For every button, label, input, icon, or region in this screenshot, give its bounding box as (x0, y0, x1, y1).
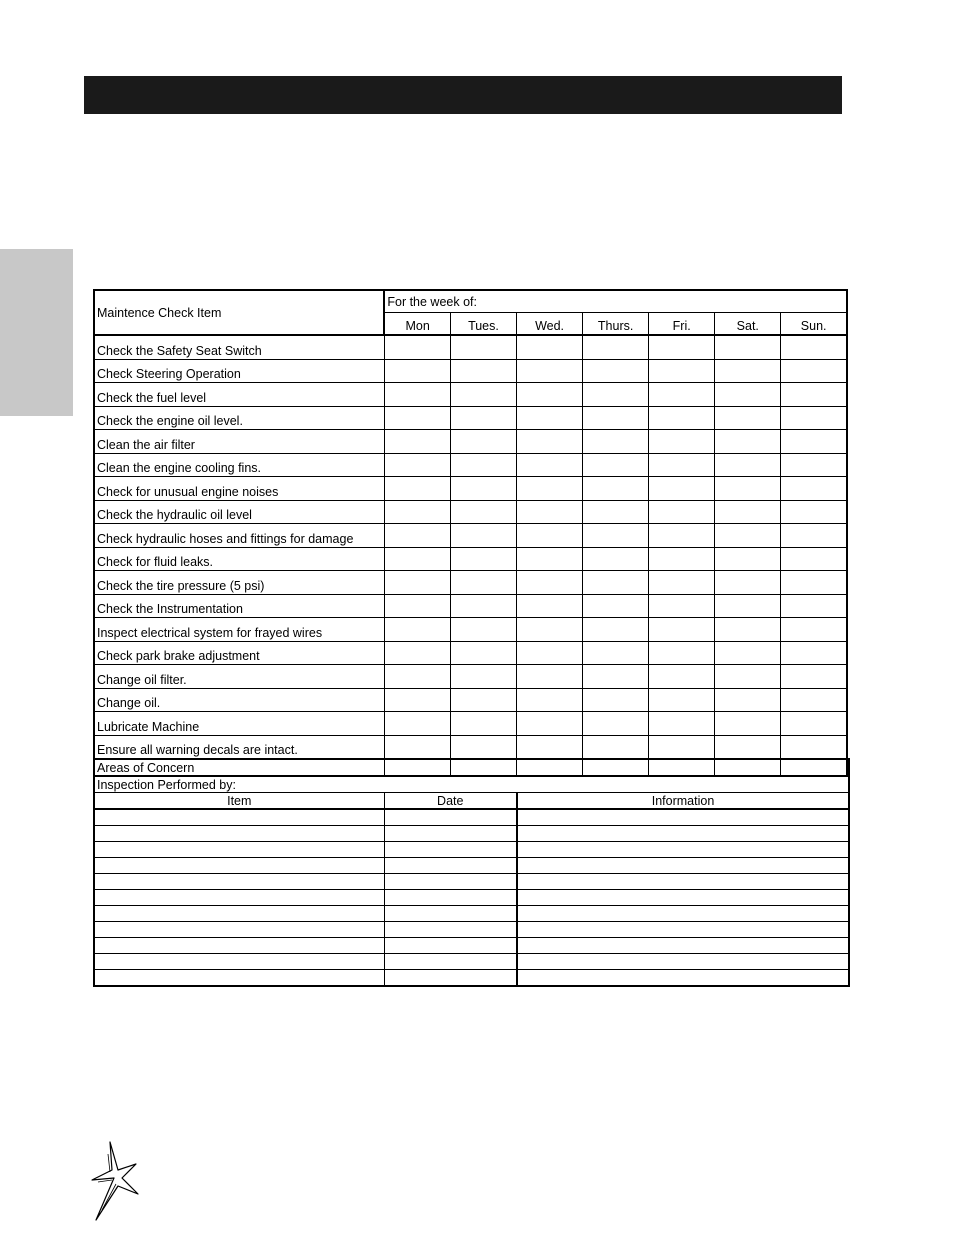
concern-item-cell[interactable] (94, 809, 384, 826)
day-header: Mon (384, 313, 450, 336)
day-check-cell[interactable] (781, 665, 847, 689)
inspection-performed-by-label: Inspection Performed by: (94, 776, 849, 793)
day-check-cell[interactable] (517, 383, 583, 407)
concern-date-cell[interactable] (384, 842, 517, 858)
day-check-cell[interactable] (781, 594, 847, 618)
day-check-cell[interactable] (583, 406, 649, 430)
day-check-cell[interactable] (450, 571, 516, 595)
check-item-label: Check the Safety Seat Switch (94, 335, 384, 359)
day-check-cell[interactable] (450, 383, 516, 407)
concern-row (94, 922, 849, 938)
day-header: Fri. (649, 313, 715, 336)
day-check-cell[interactable] (583, 335, 649, 359)
day-check-cell[interactable] (583, 500, 649, 524)
concern-date-cell[interactable] (384, 826, 517, 842)
concern-date-cell[interactable] (384, 906, 517, 922)
day-header: Tues. (450, 313, 516, 336)
concern-row (94, 874, 849, 890)
check-item-label: Check the tire pressure (5 psi) (94, 571, 384, 595)
day-check-cell[interactable] (715, 618, 781, 642)
item-column-header: Maintence Check Item (94, 290, 384, 335)
day-check-cell[interactable] (384, 430, 450, 454)
day-check-cell[interactable] (450, 547, 516, 571)
concern-item-cell[interactable] (94, 954, 384, 970)
day-check-cell[interactable] (781, 359, 847, 383)
day-check-cell[interactable] (715, 383, 781, 407)
concern-date-cell[interactable] (384, 858, 517, 874)
concern-information-cell[interactable] (517, 970, 849, 987)
concern-information-cell[interactable] (517, 858, 849, 874)
areas-of-concern-title: Areas of Concern (94, 759, 849, 776)
day-check-cell[interactable] (517, 665, 583, 689)
day-check-cell[interactable] (649, 406, 715, 430)
concern-information-cell[interactable] (517, 842, 849, 858)
checklist-row (94, 453, 847, 477)
day-check-cell[interactable] (715, 477, 781, 501)
concern-row (94, 890, 849, 906)
day-check-cell[interactable] (450, 359, 516, 383)
concern-row (94, 826, 849, 842)
section-header-bar (84, 76, 842, 114)
concern-date-cell[interactable] (384, 938, 517, 954)
checklist-row (94, 618, 847, 642)
day-check-cell[interactable] (450, 524, 516, 548)
day-check-cell[interactable] (517, 594, 583, 618)
checklist-row (94, 359, 847, 383)
day-check-cell[interactable] (517, 430, 583, 454)
day-check-cell[interactable] (715, 430, 781, 454)
checklist-row (94, 335, 847, 359)
concern-date-cell[interactable] (384, 809, 517, 826)
day-check-cell[interactable] (649, 500, 715, 524)
day-check-cell[interactable] (384, 547, 450, 571)
day-header: Wed. (517, 313, 583, 336)
day-check-cell[interactable] (517, 735, 583, 759)
day-check-cell[interactable] (583, 453, 649, 477)
check-item-label: Check for unusual engine noises (94, 477, 384, 501)
day-check-cell[interactable] (583, 524, 649, 548)
checklist-row (94, 500, 847, 524)
day-check-cell[interactable] (517, 712, 583, 736)
day-check-cell[interactable] (781, 571, 847, 595)
maintenance-checklist-table (93, 289, 848, 777)
day-check-cell[interactable] (384, 712, 450, 736)
concern-date-cell[interactable] (384, 874, 517, 890)
day-check-cell[interactable] (649, 688, 715, 712)
day-check-cell[interactable] (715, 335, 781, 359)
day-check-cell[interactable] (781, 383, 847, 407)
day-check-cell[interactable] (450, 453, 516, 477)
day-check-cell[interactable] (583, 571, 649, 595)
day-check-cell[interactable] (450, 641, 516, 665)
day-check-cell[interactable] (649, 571, 715, 595)
day-check-cell[interactable] (384, 359, 450, 383)
concern-information-cell[interactable] (517, 906, 849, 922)
checklist-row (94, 524, 847, 548)
day-check-cell[interactable] (715, 524, 781, 548)
concern-row (94, 970, 849, 987)
day-check-cell[interactable] (450, 594, 516, 618)
day-check-cell[interactable] (384, 383, 450, 407)
check-item-label: Check for fluid leaks. (94, 547, 384, 571)
check-item-label: Check the hydraulic oil level (94, 500, 384, 524)
day-check-cell[interactable] (517, 453, 583, 477)
day-check-cell[interactable] (781, 335, 847, 359)
day-check-cell[interactable] (649, 712, 715, 736)
day-check-cell[interactable] (450, 406, 516, 430)
day-check-cell[interactable] (781, 477, 847, 501)
day-check-cell[interactable] (583, 735, 649, 759)
concern-item-cell[interactable] (94, 922, 384, 938)
check-item-label: Check hydraulic hoses and fittings for damage (94, 524, 384, 548)
day-check-cell[interactable] (781, 500, 847, 524)
day-check-cell[interactable] (583, 641, 649, 665)
day-header: Sat. (715, 313, 781, 336)
day-check-cell[interactable] (715, 665, 781, 689)
concern-information-cell[interactable] (517, 890, 849, 906)
day-header: Sun. (781, 313, 847, 336)
day-check-cell[interactable] (781, 406, 847, 430)
areas-of-concern-table (93, 758, 850, 987)
check-item-label: Check Steering Operation (94, 359, 384, 383)
day-check-cell[interactable] (649, 735, 715, 759)
day-check-cell[interactable] (715, 453, 781, 477)
day-check-cell[interactable] (715, 712, 781, 736)
day-check-cell[interactable] (781, 712, 847, 736)
concern-row (94, 842, 849, 858)
day-check-cell[interactable] (517, 359, 583, 383)
day-check-cell[interactable] (583, 359, 649, 383)
concern-item-cell[interactable] (94, 858, 384, 874)
concern-item-cell[interactable] (94, 970, 384, 987)
day-check-cell[interactable] (649, 477, 715, 501)
day-check-cell[interactable] (649, 594, 715, 618)
day-check-cell[interactable] (715, 641, 781, 665)
day-check-cell[interactable] (384, 500, 450, 524)
checklist-row (94, 735, 847, 759)
day-check-cell[interactable] (384, 571, 450, 595)
day-check-cell[interactable] (583, 594, 649, 618)
day-check-cell[interactable] (450, 430, 516, 454)
day-check-cell[interactable] (715, 571, 781, 595)
concern-item-cell[interactable] (94, 874, 384, 890)
day-check-cell[interactable] (384, 477, 450, 501)
concern-date-cell[interactable] (384, 954, 517, 970)
day-check-cell[interactable] (715, 500, 781, 524)
concern-information-cell[interactable] (517, 938, 849, 954)
day-check-cell[interactable] (781, 524, 847, 548)
day-check-cell[interactable] (450, 712, 516, 736)
day-check-cell[interactable] (583, 688, 649, 712)
concern-date-cell[interactable] (384, 970, 517, 987)
day-check-cell[interactable] (384, 735, 450, 759)
day-check-cell[interactable] (715, 688, 781, 712)
day-check-cell[interactable] (715, 594, 781, 618)
day-check-cell[interactable] (583, 383, 649, 407)
concern-item-cell[interactable] (94, 906, 384, 922)
day-check-cell[interactable] (384, 641, 450, 665)
checklist-row (94, 547, 847, 571)
day-check-cell[interactable] (715, 359, 781, 383)
concern-information-cell[interactable] (517, 874, 849, 890)
check-item-label: Change oil filter. (94, 665, 384, 689)
day-check-cell[interactable] (450, 477, 516, 501)
day-check-cell[interactable] (517, 618, 583, 642)
concern-item-cell[interactable] (94, 842, 384, 858)
checklist-row (94, 665, 847, 689)
concern-item-cell[interactable] (94, 826, 384, 842)
day-check-cell[interactable] (384, 688, 450, 712)
concern-information-cell[interactable] (517, 809, 849, 826)
day-check-cell[interactable] (649, 359, 715, 383)
checklist-row (94, 688, 847, 712)
day-check-cell[interactable] (649, 524, 715, 548)
day-check-cell[interactable] (450, 500, 516, 524)
day-check-cell[interactable] (384, 618, 450, 642)
day-header: Thurs. (583, 313, 649, 336)
day-check-cell[interactable] (649, 453, 715, 477)
day-check-cell[interactable] (649, 383, 715, 407)
day-check-cell[interactable] (384, 453, 450, 477)
day-check-cell[interactable] (517, 547, 583, 571)
day-check-cell[interactable] (450, 735, 516, 759)
check-item-label: Check the fuel level (94, 383, 384, 407)
day-check-cell[interactable] (649, 547, 715, 571)
day-check-cell[interactable] (781, 688, 847, 712)
concern-item-cell[interactable] (94, 938, 384, 954)
concern-row (94, 906, 849, 922)
check-item-label: Check park brake adjustment (94, 641, 384, 665)
check-item-label: Ensure all warning decals are intact. (94, 735, 384, 759)
day-check-cell[interactable] (781, 453, 847, 477)
checklist-row (94, 406, 847, 430)
check-item-label: Check the engine oil level. (94, 406, 384, 430)
concern-row (94, 938, 849, 954)
side-section-tab (0, 249, 73, 416)
day-check-cell[interactable] (781, 618, 847, 642)
check-item-label: Clean the engine cooling fins. (94, 453, 384, 477)
checklist-row (94, 712, 847, 736)
day-check-cell[interactable] (450, 335, 516, 359)
day-check-cell[interactable] (583, 547, 649, 571)
concern-row (94, 809, 849, 826)
checklist-row (94, 641, 847, 665)
checklist-row (94, 383, 847, 407)
concern-date-cell[interactable] (384, 890, 517, 906)
concern-row (94, 954, 849, 970)
day-check-cell[interactable] (715, 406, 781, 430)
check-item-label: Clean the air filter (94, 430, 384, 454)
day-check-cell[interactable] (517, 335, 583, 359)
day-check-cell[interactable] (781, 735, 847, 759)
concern-row (94, 858, 849, 874)
day-check-cell[interactable] (583, 477, 649, 501)
day-check-cell[interactable] (781, 547, 847, 571)
day-check-cell[interactable] (450, 665, 516, 689)
concern-information-cell[interactable] (517, 826, 849, 842)
date-column-header: Date (384, 793, 517, 810)
checklist-row (94, 571, 847, 595)
day-check-cell[interactable] (517, 688, 583, 712)
day-check-cell[interactable] (583, 618, 649, 642)
day-check-cell[interactable] (517, 641, 583, 665)
check-item-label: Check the Instrumentation (94, 594, 384, 618)
day-check-cell[interactable] (450, 618, 516, 642)
day-check-cell[interactable] (384, 665, 450, 689)
concern-information-cell[interactable] (517, 954, 849, 970)
day-check-cell[interactable] (715, 547, 781, 571)
day-check-cell[interactable] (384, 524, 450, 548)
day-check-cell[interactable] (715, 735, 781, 759)
check-item-label: Lubricate Machine (94, 712, 384, 736)
day-check-cell[interactable] (384, 594, 450, 618)
day-check-cell[interactable] (649, 641, 715, 665)
checklist-row (94, 430, 847, 454)
day-check-cell[interactable] (649, 618, 715, 642)
week-of-label: For the week of: (384, 290, 847, 313)
check-item-label: Change oil. (94, 688, 384, 712)
concern-information-cell[interactable] (517, 922, 849, 938)
concern-date-cell[interactable] (384, 922, 517, 938)
day-check-cell[interactable] (450, 688, 516, 712)
day-check-cell[interactable] (384, 335, 450, 359)
item-column-header: Item (94, 793, 384, 810)
day-check-cell[interactable] (517, 571, 583, 595)
checklist-row (94, 477, 847, 501)
day-check-cell[interactable] (384, 406, 450, 430)
day-check-cell[interactable] (517, 500, 583, 524)
day-check-cell[interactable] (781, 430, 847, 454)
day-check-cell[interactable] (517, 477, 583, 501)
day-check-cell[interactable] (517, 524, 583, 548)
day-check-cell[interactable] (583, 712, 649, 736)
company-logo-star (88, 1140, 142, 1222)
checklist-row (94, 594, 847, 618)
information-column-header: Information (517, 793, 849, 810)
day-check-cell[interactable] (649, 335, 715, 359)
day-check-cell[interactable] (781, 641, 847, 665)
check-item-label: Inspect electrical system for frayed wires (94, 618, 384, 642)
day-check-cell[interactable] (517, 406, 583, 430)
day-check-cell[interactable] (649, 665, 715, 689)
day-check-cell[interactable] (649, 430, 715, 454)
concern-item-cell[interactable] (94, 890, 384, 906)
day-check-cell[interactable] (583, 665, 649, 689)
day-check-cell[interactable] (583, 430, 649, 454)
